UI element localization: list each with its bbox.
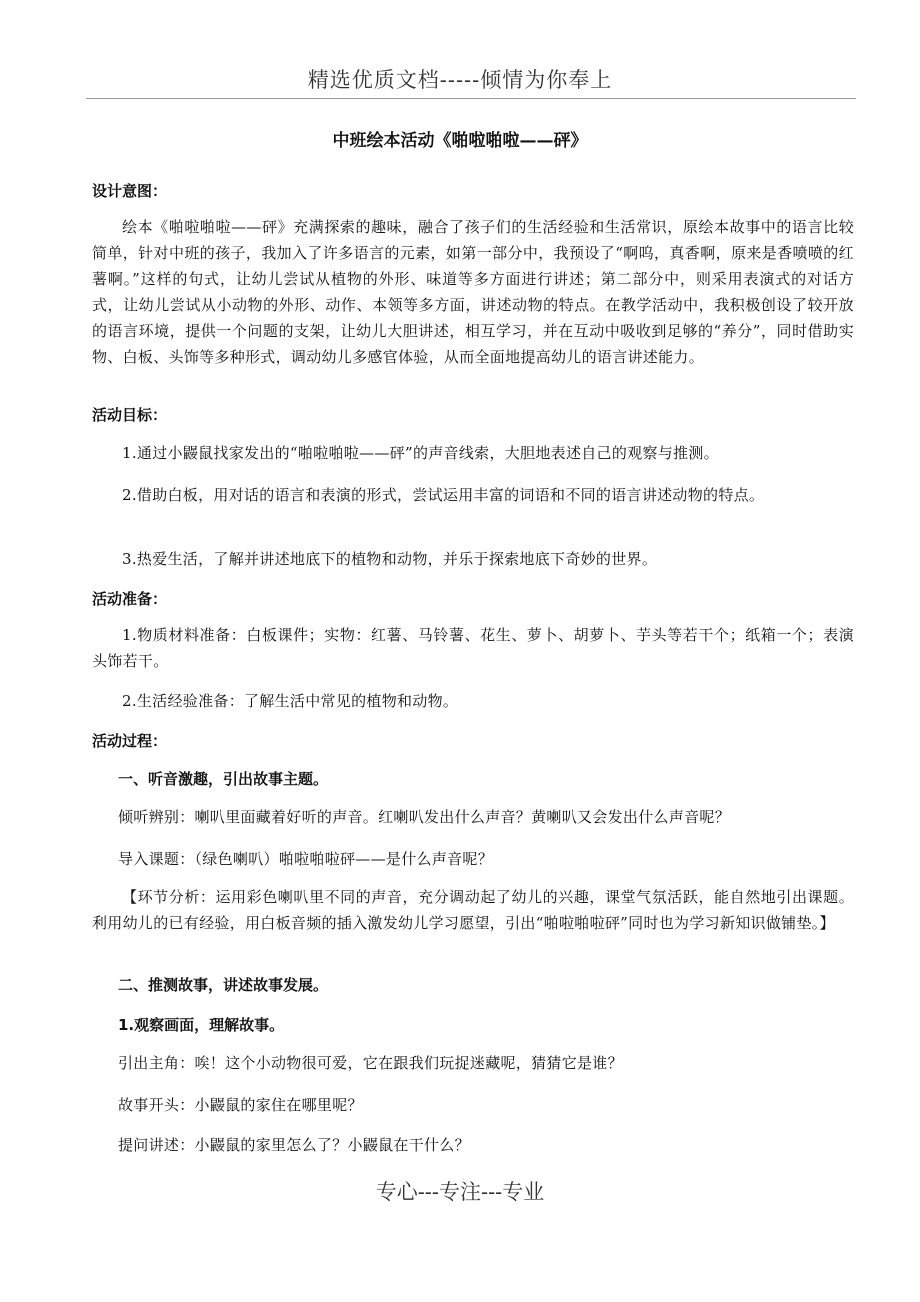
goal-item-2: 2.借助白板，用对话的语言和表演的形式，尝试运用丰富的词语和不同的语言讲述动物的特点。 [122,486,765,504]
design-paragraph: 绘本《啪啦啪啦——砰》充满探索的趣味，融合了孩子们的生活经验和生活常识，原绘本故事中的语言比较简单，针对中班的孩子，我加入了许多语言的元素，如第一部分中，我预设了“啊呜，真香啊，原来是香喷喷的红薯啊。”这样的句式，让幼儿尝试从植物的外形、味道等多方面进行讲述；第二部分中，则采用表演式的对话方式，让幼儿尝试从小动物的外形、动作、本领等多方面，讲述动物的特点。在教学活动中，我积极创设了较开放的语言环境，提供一个问题的支架，让幼儿大胆讲述，相互学习，并在互动中吸收到足够的“养分”，同时借助实物、白板、头饰等多种形式，调动幼儿多感官体验，从而全面地提高幼儿的语言讲述能力。 [92,218,854,366]
part1-title: 一、听音激趣，引出故事主题。 [118,770,329,788]
part2-title: 二、推测故事，讲述故事发展。 [118,976,329,994]
part1-analysis: 【环节分析：运用彩色喇叭里不同的声音，充分调动起了幼儿的兴趣，课堂气氛活跃，能自然地引出课题。利用幼儿的已有经验，用白板音频的插入激发幼儿学习愿望，引出“啪啦啪啦砰”同时也为学习新知识做铺垫。】 [92,888,854,932]
design-heading: 设计意图： [92,182,168,200]
part2-line-2: 故事开头：小鼹鼠的家住在哪里呢？ [118,1096,363,1114]
part1-line-2: 导入课题：（绿色喇叭）啪啦啪啦砰——是什么声音呢？ [118,850,494,868]
prep-item-1: 1.物质材料准备：白板课件；实物：红薯、马铃薯、花生、萝卜、胡萝卜、芋头等若干个；纸箱一个；表演头饰若干。 [92,626,854,670]
prep-item-2: 2.生活经验准备：了解生活中常见的植物和动物。 [122,692,459,710]
goals-heading: 活动目标： [92,406,168,424]
header-divider [86,98,856,99]
document-title: 中班绘本活动《啪啦啪啦——砰》 [332,131,588,151]
prep-heading: 活动准备： [92,590,168,608]
part1-line-1: 倾听辨别：喇叭里面藏着好听的声音。红喇叭发出什么声音？黄喇叭又会发出什么声音呢？ [118,808,731,826]
part2-line-3: 提问讲述：小鼹鼠的家里怎么了？小鼹鼠在干什么？ [118,1136,470,1154]
goal-item-3: 3.热爱生活，了解并讲述地底下的植物和动物，并乐于探索地底下奇妙的世界。 [122,550,658,568]
goal-item-1: 1.通过小鼹鼠找家发出的“啪啦啪啦——砰”的声音线索，大胆地表述自己的观察与推测。 [122,444,719,462]
part2-line-1: 引出主角：唉！这个小动物很可爱，它在跟我们玩捉迷藏呢，猜猜它是谁？ [118,1054,623,1072]
process-heading: 活动过程： [92,732,168,750]
page-header: 精选优质文档-----倾情为你奉上 [307,68,613,92]
part2-subtitle: 1.观察画面，理解故事。 [118,1016,285,1034]
page-footer: 专心---专注---专业 [375,1180,545,1204]
